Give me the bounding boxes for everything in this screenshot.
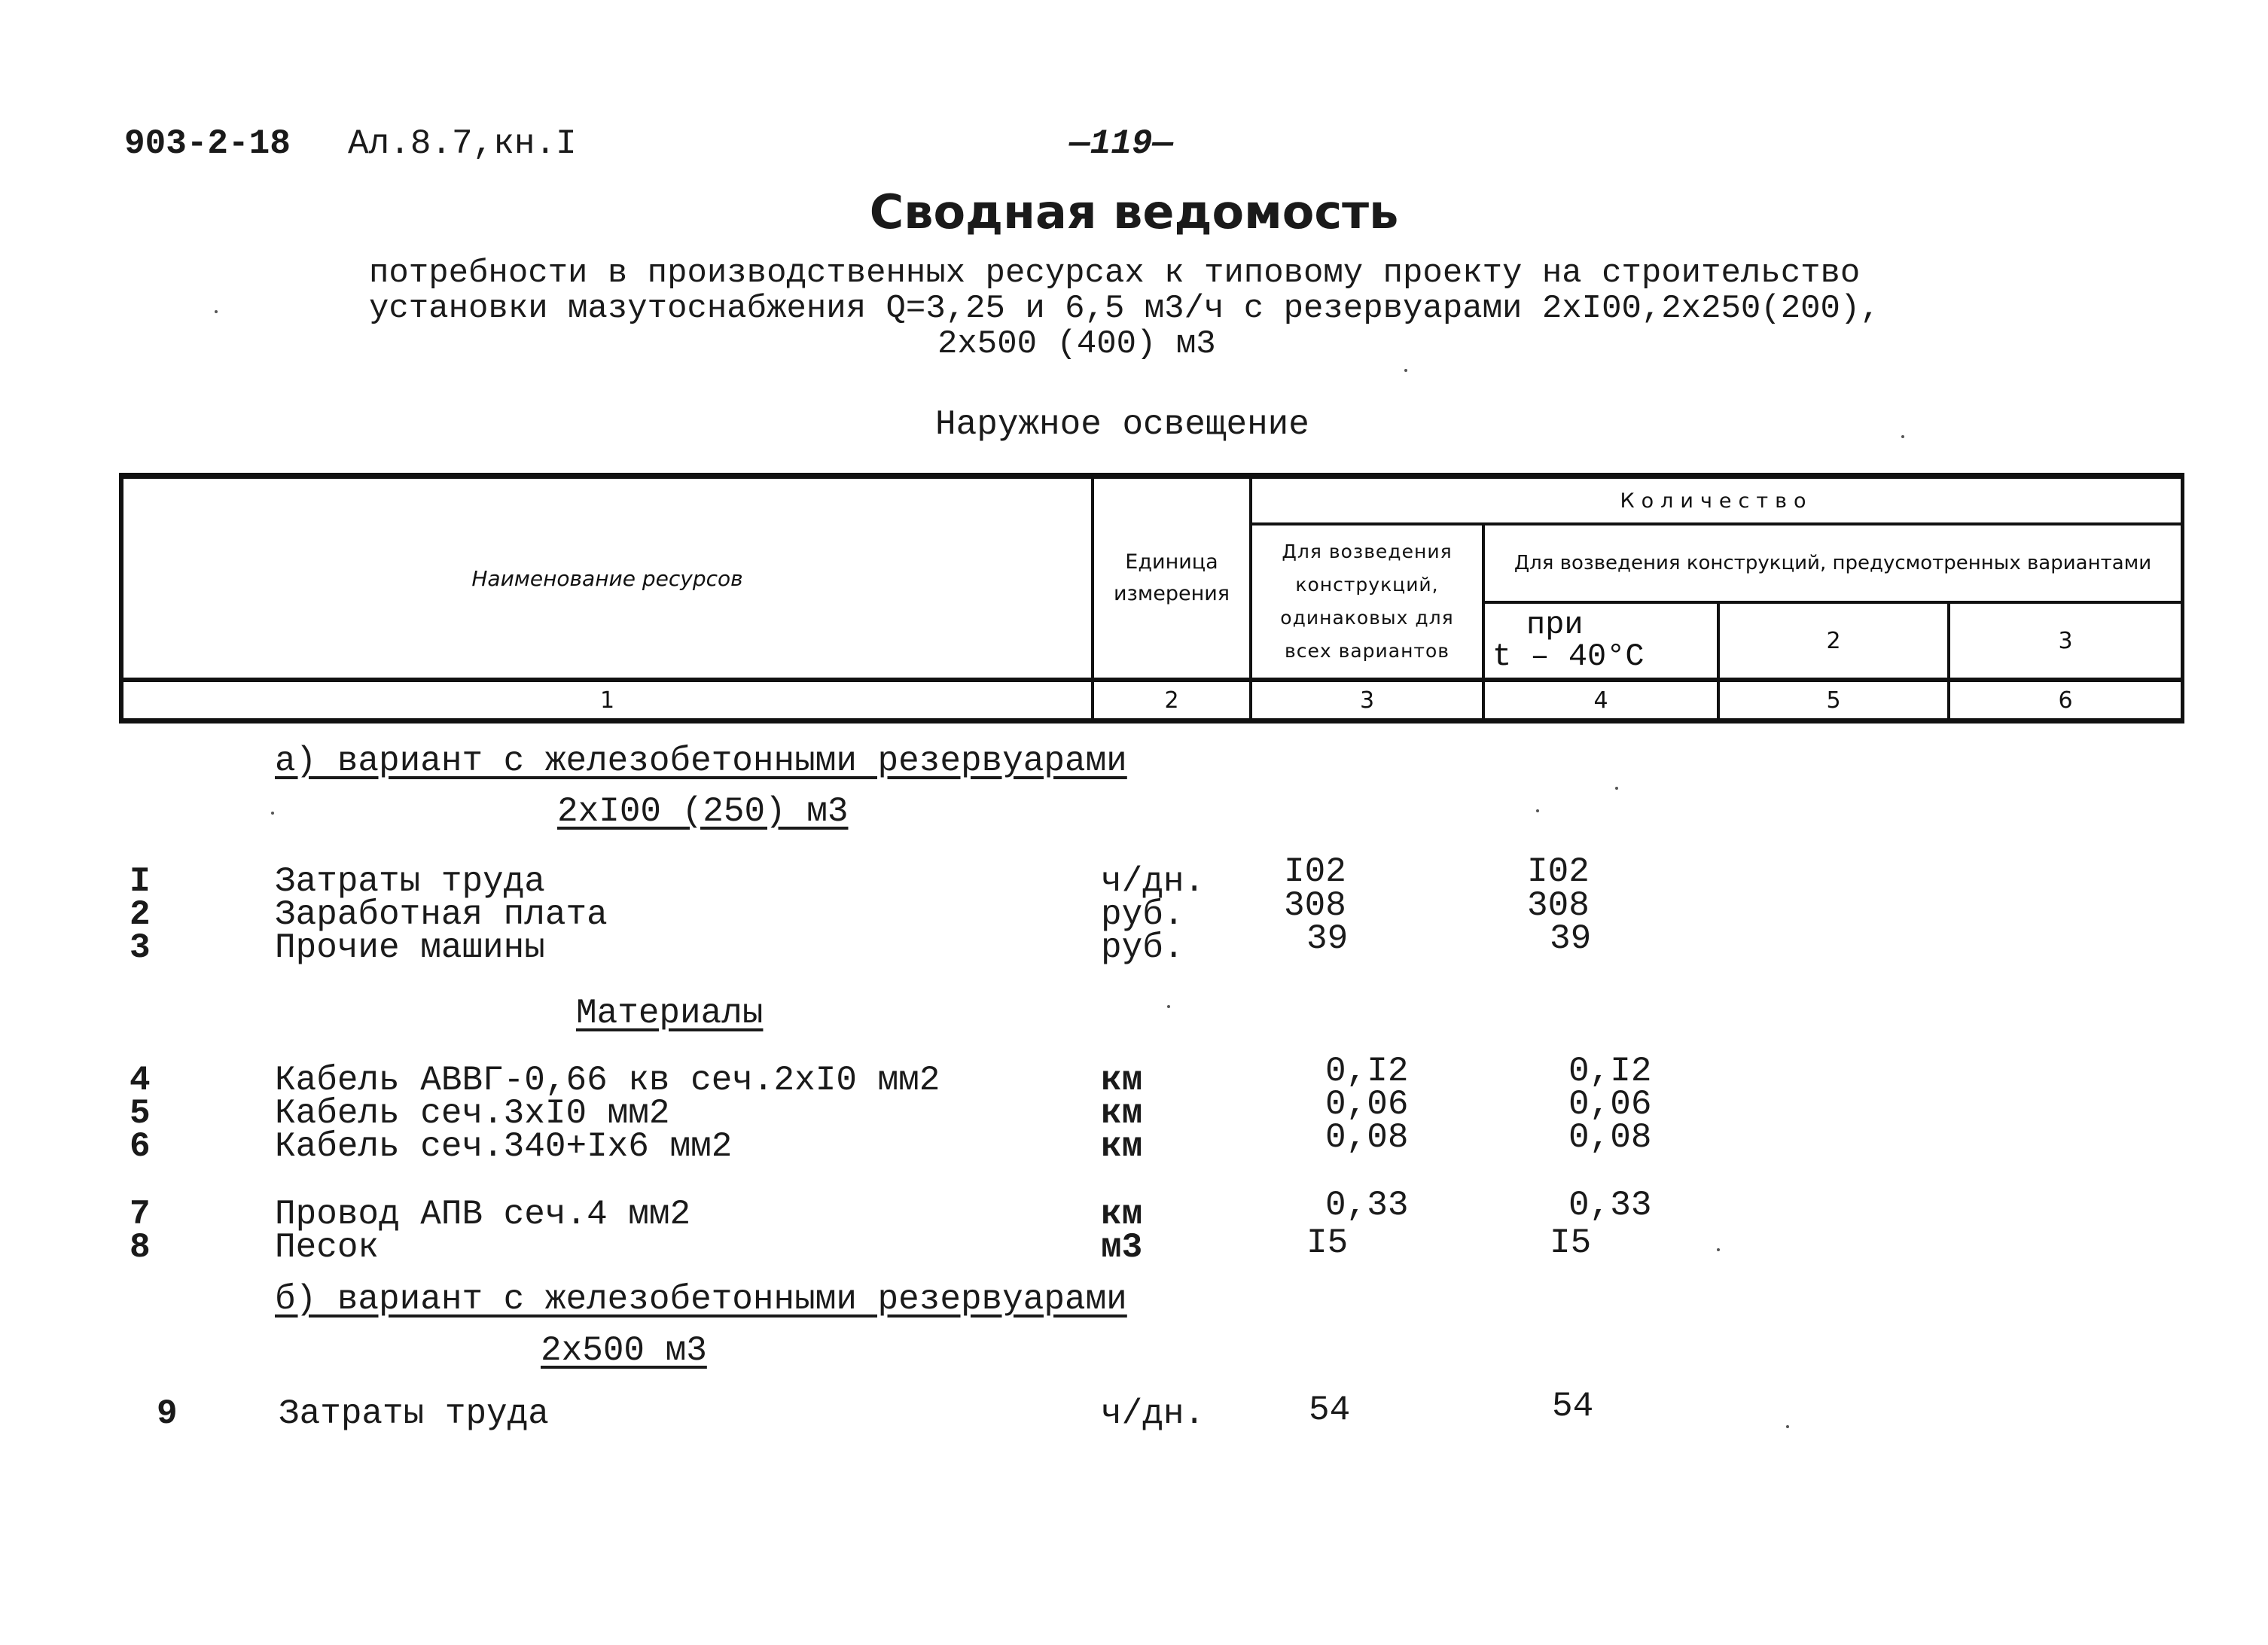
quantity-common: 0,I2 [1325,1052,1409,1091]
resource-unit: м3 [1101,1228,1143,1267]
subtitle-line-1: потребности в производственных ресурсах к типовому проекту на строительство [369,254,1861,292]
page-number: —119— [1069,124,1174,163]
scan-speck [1167,1005,1170,1008]
column-number-1: 1 [599,687,615,714]
column-number-6: 6 [2058,687,2073,714]
column-variant-2: 2 [1826,627,1841,654]
resource-name: Кабель АВВГ-0,66 кв сеч.2хI0 мм2 [275,1061,940,1100]
quantity-variant-1: 308 [1527,886,1590,925]
column-number-4: 4 [1593,687,1608,714]
column-variant-1 [1485,604,1717,678]
quantity-variant-1: 39 [1550,919,1592,958]
document-code: 903-2-18 [124,124,291,163]
row-number: 2 [130,895,151,934]
quantity-variant-1: 54 [1552,1387,1594,1426]
quantity-variant-1: 0,33 [1568,1186,1652,1225]
column-number-5: 5 [1826,687,1841,714]
quantity-common: 308 [1284,886,1346,925]
variant-a-heading: а) вариант с железобетонными резервуарами [275,742,1127,781]
resource-name: Затраты труда [279,1394,549,1433]
resource-name: Кабель сеч.3хI0 мм2 [275,1094,670,1133]
quantity-common: 0,08 [1325,1118,1409,1157]
resource-unit: км [1101,1094,1143,1133]
resource-name: Заработная плата [275,895,608,934]
variant-1-label: при [1526,607,1584,643]
scan-speck [215,310,218,313]
column-number-3: 3 [1359,687,1375,714]
resource-name: Затраты труда [275,862,545,901]
variant-b-heading: б) вариант с железобетонными резервуарами [275,1280,1127,1319]
quantity-common: 0,06 [1325,1085,1409,1124]
quantity-variant-1: 0,I2 [1568,1052,1652,1091]
scan-speck [1615,787,1618,790]
resource-unit: км [1101,1061,1143,1100]
column-variant-3: 3 [2058,627,2073,654]
subtitle-line-3: 2х500 (400) м3 [937,325,1216,363]
column-common-all-variants: Для возведения конструкций, одинаковых для всех вариантов [1280,541,1454,662]
quantity-common: I02 [1284,852,1346,891]
resource-name: Прочие машины [275,928,545,967]
document-subtitle [369,256,1880,362]
scan-speck [1901,435,1904,438]
section-title: Наружное освещение [935,405,1309,444]
row-number: 8 [130,1228,151,1267]
quantity-common: 39 [1306,919,1349,958]
resource-unit: ч/дн. [1101,862,1206,901]
quantity-variant-1: 0,08 [1568,1118,1652,1157]
subtitle-line-2: установки мазутоснабжения Q=3,25 и 6,5 м3/ч с резервуарами 2хI00,2х250(200), [369,290,1880,327]
variant-a-subheading: 2хI00 (250) м3 [557,792,849,831]
row-number: 3 [130,928,151,967]
variant-1-temperature: t – 40°C [1492,638,1645,675]
column-resource-name: Наименование ресурсов [471,565,743,591]
row-number: 7 [130,1195,151,1234]
quantity-common: 54 [1309,1391,1351,1430]
resource-unit: руб. [1101,928,1184,967]
resource-table-header [119,473,2184,723]
row-number: 4 [130,1061,151,1100]
resource-unit: км [1101,1195,1143,1234]
variant-b-subheading: 2х500 м3 [541,1331,707,1370]
column-quantity: Количество [1620,489,1813,513]
resource-unit: ч/дн. [1101,1394,1206,1433]
sheet-reference: Ал.8.7,кн.I [348,124,577,163]
scan-speck [1404,369,1407,372]
scan-speck [1536,809,1539,812]
quantity-variant-1: I5 [1550,1223,1592,1263]
row-number: 5 [130,1094,151,1133]
quantity-variant-1: I02 [1527,852,1590,891]
row-number: 9 [157,1394,178,1433]
scan-speck [1717,1248,1720,1251]
row-number: 6 [130,1127,151,1166]
column-number-2: 2 [1164,687,1179,714]
resource-unit: км [1101,1127,1143,1166]
column-by-variants: Для возведения конструкций, предусмотренных вариантами [1514,552,2152,574]
resource-name: Песок [275,1228,380,1267]
quantity-variant-1: 0,06 [1568,1085,1652,1124]
quantity-common: 0,33 [1325,1186,1409,1225]
resource-unit: руб. [1101,895,1184,934]
resource-name: Провод АПВ сеч.4 мм2 [275,1195,691,1234]
resource-name: Кабель сеч.340+Iх6 мм2 [275,1127,733,1166]
row-number: I [130,862,151,901]
column-unit: Единица измерения [1113,550,1230,605]
materials-heading: Материалы [576,994,764,1033]
scan-speck [1786,1425,1789,1428]
quantity-common: I5 [1306,1223,1349,1263]
scan-speck [271,812,274,815]
document-title: Сводная ведомость [869,184,1399,239]
